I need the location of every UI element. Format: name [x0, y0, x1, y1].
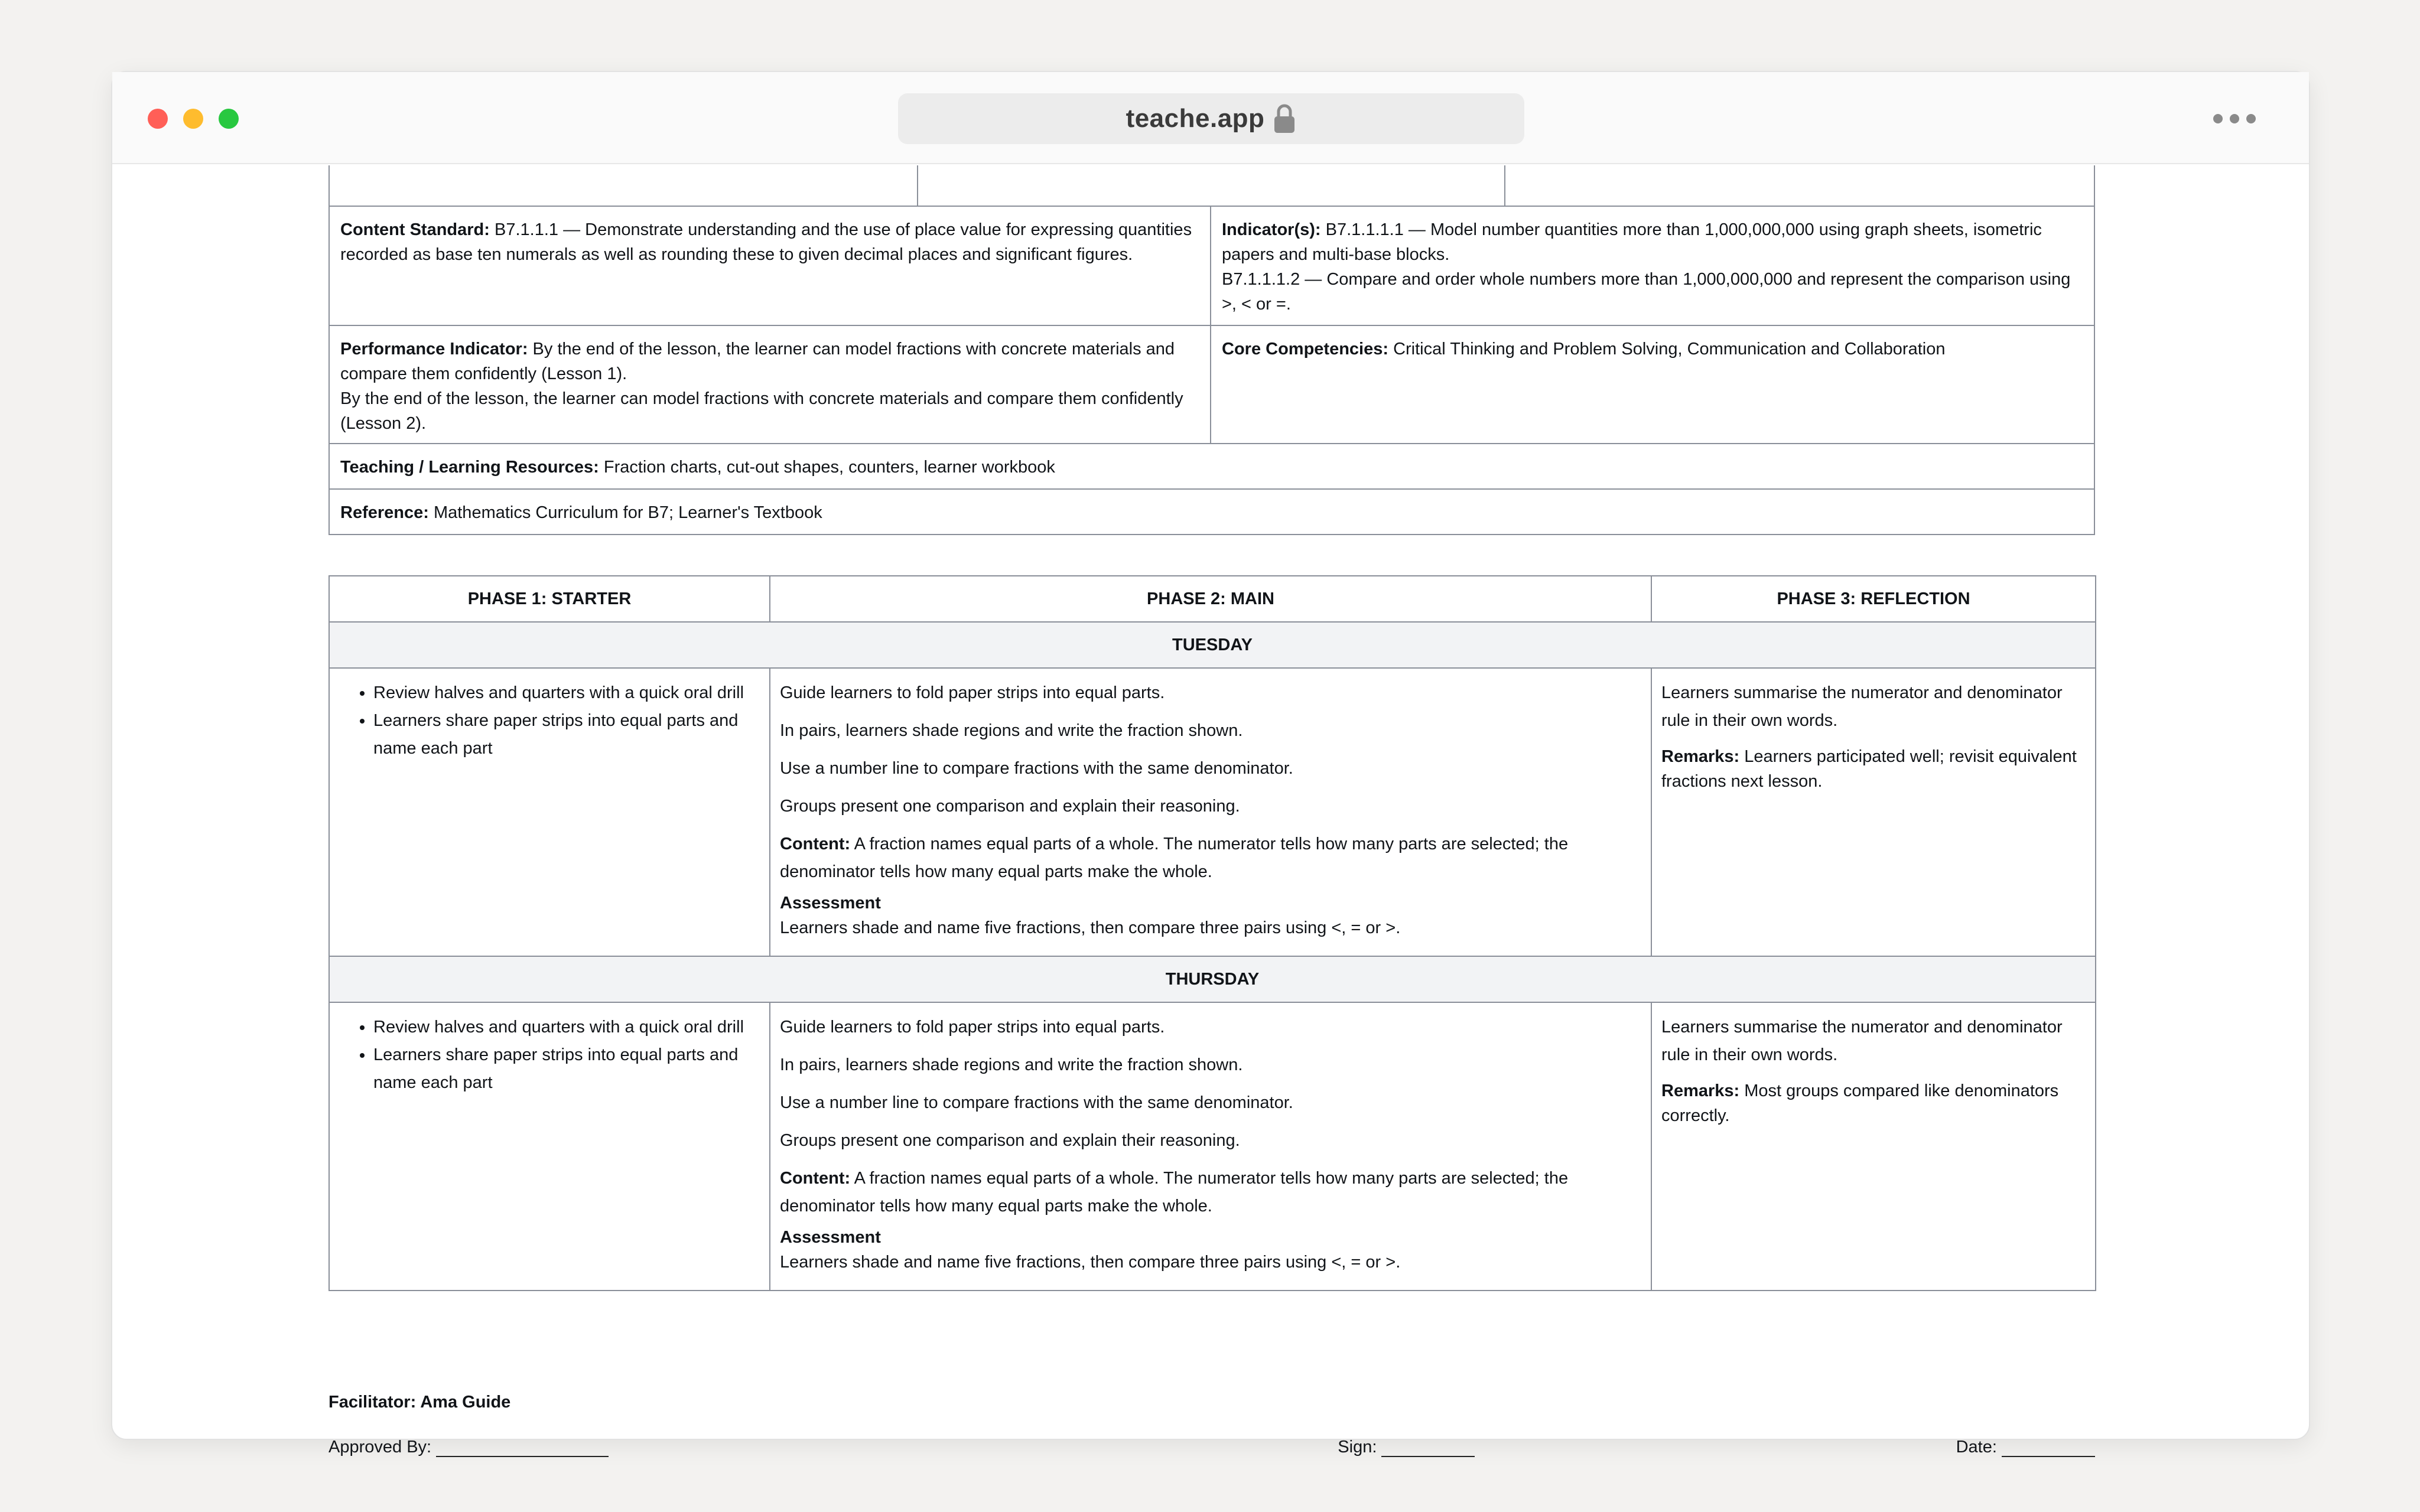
approved-by-blank[interactable]	[436, 1438, 609, 1457]
core-competencies-cell	[1211, 326, 2094, 443]
starter-cell-thursday	[329, 1002, 770, 1291]
info-table-top-stub	[328, 165, 2095, 207]
phase-1-header: PHASE 1: STARTER	[329, 576, 770, 622]
lock-icon	[1273, 103, 1296, 134]
assessment-text: Learners shade and name five fractions, then compare three pairs using <, = or >.	[780, 918, 1401, 937]
main-step: Guide learners to fold paper strips into equal parts.	[780, 683, 1165, 702]
content-paragraph	[780, 1165, 1641, 1220]
resources-cell	[330, 444, 2094, 488]
list-item: • Review halves and quarters with a quick oral drill	[373, 679, 760, 707]
content-label: Content:	[780, 1169, 851, 1188]
lesson-phases-table	[328, 575, 2096, 1291]
assessment-title: Assessment	[780, 894, 881, 913]
main-cell-tuesday	[770, 668, 1651, 956]
facilitator-line: Facilitator: Ama Guide	[328, 1393, 511, 1412]
content-standard-text: B7.1.1.1 — Demonstrate understanding and the use of place value for expressing quantities recorded as base ten numerals as well as rounding these to given decimal places and significant figures.	[340, 220, 1192, 264]
content-standard-label: Content Standard:	[340, 220, 490, 239]
more-dots-icon[interactable]	[2213, 111, 2256, 126]
core-competencies-text: Critical Thinking and Problem Solving, Communication and Collaboration	[1393, 340, 1946, 359]
main-step: Groups present one comparison and explain their reasoning.	[780, 1131, 1240, 1150]
info-row-performance	[328, 326, 2095, 444]
info-row-reference	[328, 490, 2095, 535]
day-label-tuesday: TUESDAY	[329, 622, 2096, 668]
performance-indicator-cell	[330, 326, 1211, 443]
starter-list	[339, 679, 760, 762]
reflection-cell-thursday	[1651, 1002, 2096, 1291]
content-label: Content:	[780, 835, 851, 853]
performance-indicator-text-1: By the end of the lesson, the learner can model fractions with concrete materials and compare them confidently (Lesson 1).	[340, 340, 1175, 383]
main-step: In pairs, learners shade regions and write the fraction shown.	[780, 721, 1243, 740]
browser-window	[111, 71, 2310, 1456]
indicators-label: Indicator(s):	[1222, 220, 1321, 239]
phase-2-header: PHASE 2: MAIN	[770, 576, 1651, 622]
reflection-cell-tuesday	[1651, 668, 2096, 956]
approved-by-field[interactable]	[328, 1438, 609, 1457]
sign-label: Sign:	[1338, 1438, 1377, 1456]
remarks-text: Most groups compared like denominators correctly.	[1661, 1081, 2059, 1125]
phase-header-row	[329, 576, 2096, 622]
reflection-text: Learners summarise the numerator and denominator rule in their own words.	[1661, 1018, 2063, 1064]
remarks-label: Remarks:	[1661, 1081, 1740, 1100]
main-step: Use a number line to compare fractions with the same denominator.	[780, 1093, 1293, 1112]
remarks-text: Learners participated well; revisit equivalent fractions next lesson.	[1661, 747, 2077, 791]
date-label: Date:	[1956, 1438, 1997, 1456]
indicators-cell	[1211, 207, 2094, 325]
indicator-2-text: B7.1.1.1.2 — Compare and order whole numbers more than 1,000,000,000 and represent the comparison using >, < or =.	[1222, 270, 2071, 314]
day-row-tuesday	[329, 622, 2096, 668]
resources-label: Teaching / Learning Resources:	[340, 458, 599, 477]
resources-text: Fraction charts, cut-out shapes, counters, learner workbook	[603, 458, 1055, 477]
main-step: Groups present one comparison and explain their reasoning.	[780, 797, 1240, 816]
maximize-window-button[interactable]	[219, 109, 239, 129]
signature-row	[328, 1438, 2095, 1457]
list-item: • Review halves and quarters with a quick oral drill	[373, 1014, 760, 1041]
reflection-text: Learners summarise the numerator and denominator rule in their own words.	[1661, 683, 2063, 730]
day-content-row-tuesday	[329, 668, 2096, 956]
performance-indicator-text-2: By the end of the lesson, the learner can model fractions with concrete materials and compare them confidently (Lesson 2).	[340, 389, 1183, 433]
sign-blank[interactable]	[1381, 1438, 1475, 1457]
main-step: Use a number line to compare fractions with the same denominator.	[780, 759, 1293, 778]
minimize-window-button[interactable]	[183, 109, 203, 129]
main-step: In pairs, learners shade regions and write the fraction shown.	[780, 1055, 1243, 1074]
day-content-row-thursday	[329, 1002, 2096, 1291]
remarks-paragraph	[1661, 744, 2086, 794]
assessment-text: Learners shade and name five fractions, then compare three pairs using <, = or >.	[780, 1253, 1401, 1272]
info-row-standard	[328, 207, 2095, 326]
reference-cell	[330, 490, 2094, 534]
reference-label: Reference:	[340, 503, 429, 522]
sign-field[interactable]	[1338, 1438, 1475, 1457]
reference-text: Mathematics Curriculum for B7; Learner's Textbook	[433, 503, 822, 522]
content-standard-cell	[330, 207, 1211, 325]
date-blank[interactable]	[2002, 1438, 2095, 1457]
page-content	[112, 165, 2309, 1456]
date-field[interactable]	[1956, 1438, 2095, 1457]
starter-list	[339, 1014, 760, 1097]
content-text: A fraction names equal parts of a whole. The numerator tells how many parts are selected; the denominator tells how many equal parts make the whole.	[780, 1169, 1569, 1216]
indicator-1-text: B7.1.1.1.1 — Model number quantities more than 1,000,000,000 using graph sheets, isometric papers and multi-base blocks.	[1222, 220, 2042, 264]
main-step: Guide learners to fold paper strips into equal parts.	[780, 1018, 1165, 1037]
list-item: • Learners share paper strips into equal parts and name each part	[373, 707, 760, 762]
lesson-info-table	[328, 165, 2095, 535]
performance-indicator-label: Performance Indicator:	[340, 340, 528, 359]
content-text: A fraction names equal parts of a whole. The numerator tells how many parts are selected; the denominator tells how many equal parts make the whole.	[780, 835, 1569, 881]
title-bar	[112, 72, 2309, 164]
url-text: teache.app	[1126, 104, 1265, 133]
remarks-paragraph	[1661, 1078, 2086, 1128]
core-competencies-label: Core Competencies:	[1222, 340, 1389, 359]
day-label-thursday: THURSDAY	[329, 956, 2096, 1002]
starter-cell-tuesday	[329, 668, 770, 956]
address-bar[interactable]	[898, 93, 1524, 144]
assessment-title: Assessment	[780, 1228, 881, 1247]
content-paragraph	[780, 830, 1641, 886]
list-item: • Learners share paper strips into equal parts and name each part	[373, 1041, 760, 1097]
day-row-thursday	[329, 956, 2096, 1002]
remarks-label: Remarks:	[1661, 747, 1740, 766]
info-row-resources	[328, 444, 2095, 490]
phase-3-header: PHASE 3: REFLECTION	[1651, 576, 2096, 622]
main-cell-thursday	[770, 1002, 1651, 1291]
approved-by-label: Approved By:	[328, 1438, 432, 1456]
close-window-button[interactable]	[148, 109, 168, 129]
